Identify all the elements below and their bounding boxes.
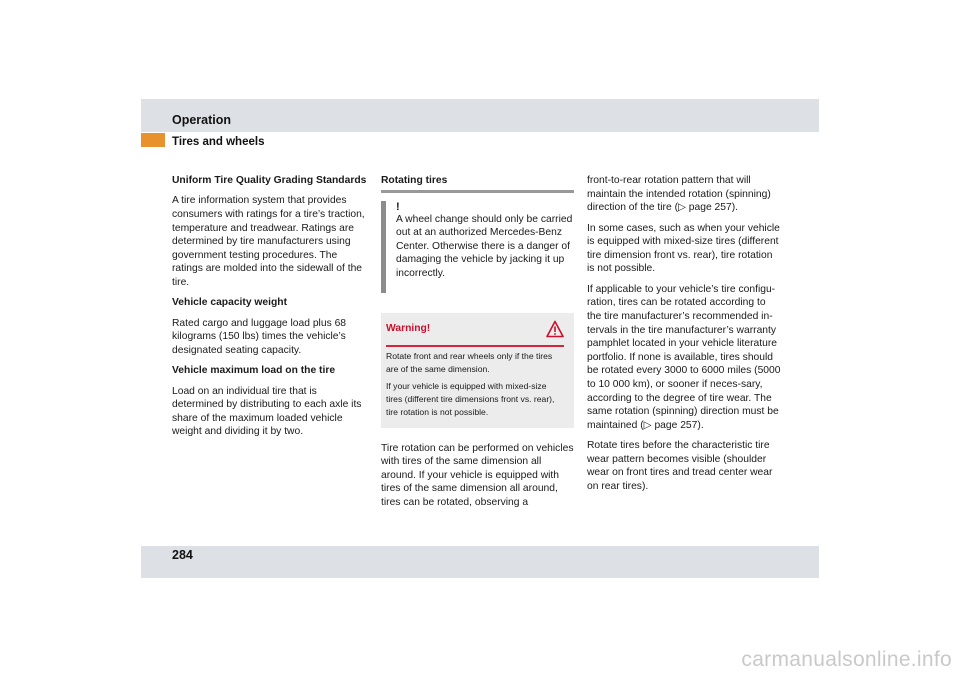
header-band — [141, 99, 819, 132]
rotation-interval-text: If applicable to your vehicle’s tire configu-ration, tires can be rotated according to the tire manufacturer’s recommended in-tervals in the tire manufacturer’s warranty pamphlet located in your vehicle literature portfolio. If none is available, tires should be rotated every 3000 to 6000 miles (5000 to 10 000 km), or sooner if neces-sary, according to the degree of tire wear. The same rotation (spinning) direction must be maintained (▷ page 257). — [587, 283, 781, 431]
capacity-heading: Vehicle capacity weight — [172, 297, 288, 309]
warning-body — [386, 347, 564, 420]
maxload-text: Load on an individual tire that is determined by distributing to each axle its share of the maximum loaded vehicle weight and dividing it by two. — [172, 385, 362, 438]
warning-text-1: Rotate front and rear wheels only if the tires are of the same dimension. — [386, 350, 553, 374]
column-left — [172, 174, 368, 446]
warning-title: Warning! — [386, 322, 431, 334]
utqg-heading: Uniform Tire Quality Grading Standards — [172, 175, 367, 186]
section-marker — [141, 133, 165, 147]
notice-text: A wheel change should only be carried out at an authorized Mercedes-Benz Center. Otherwise there is a danger of damaging the vehicle by jacking it up incorrectly. — [396, 213, 573, 279]
section-title: Operation — [172, 113, 232, 127]
maxload-heading: Vehicle maximum load on the tire — [172, 365, 336, 377]
notice-bar — [381, 201, 386, 293]
rotating-tires-heading: Rotating tires — [381, 174, 574, 193]
rotation-body-text: Tire rotation can be performed on vehicles with tires of the same dimension all around. If your vehicle is equipped with tires of the same dimension all around, tires can be rotated, observing a — [381, 442, 574, 508]
warning-header — [386, 313, 564, 347]
column-middle — [381, 174, 574, 516]
warning-text-2: If your vehicle is equipped with mixed-size tires (different tire dimensions front vs. rear), tire rotation is not possible. — [386, 381, 555, 418]
utqg-text: A tire information system that provides consumers with ratings for a tire’s traction, temperature and treadwear. Ratings are determined by tire manufacturers using government testing procedures. The ratings are molded into the sidewall of the tire. — [172, 195, 365, 288]
rotation-pattern-text: front-to-rear rotation pattern that will maintain the intended rotation (spinning) direction of the tire (▷ page 257). — [587, 175, 771, 214]
column-right — [587, 174, 782, 500]
footer-band — [141, 546, 819, 578]
wear-pattern-text: Rotate tires before the characteristic tire wear pattern becomes visible (shoulder wear on front tires and tread center wear on rear tires). — [587, 440, 773, 492]
warning-box — [381, 313, 574, 428]
section-subtitle: Tires and wheels — [172, 136, 265, 148]
warning-triangle-icon — [546, 320, 564, 338]
notice-box — [381, 201, 574, 293]
watermark: carmanualsonline.info — [741, 648, 952, 671]
mixed-size-text: In some cases, such as when your vehicle is equipped with mixed-size tires (different tire dimension front vs. rear), tire rotation is not possible. — [587, 222, 780, 275]
capacity-text: Rated cargo and luggage load plus 68 kilograms (150 lbs) times the vehicle’s designated seating capacity. — [172, 317, 347, 356]
notice-mark: ! — [396, 200, 400, 213]
page-number: 284 — [172, 548, 193, 562]
